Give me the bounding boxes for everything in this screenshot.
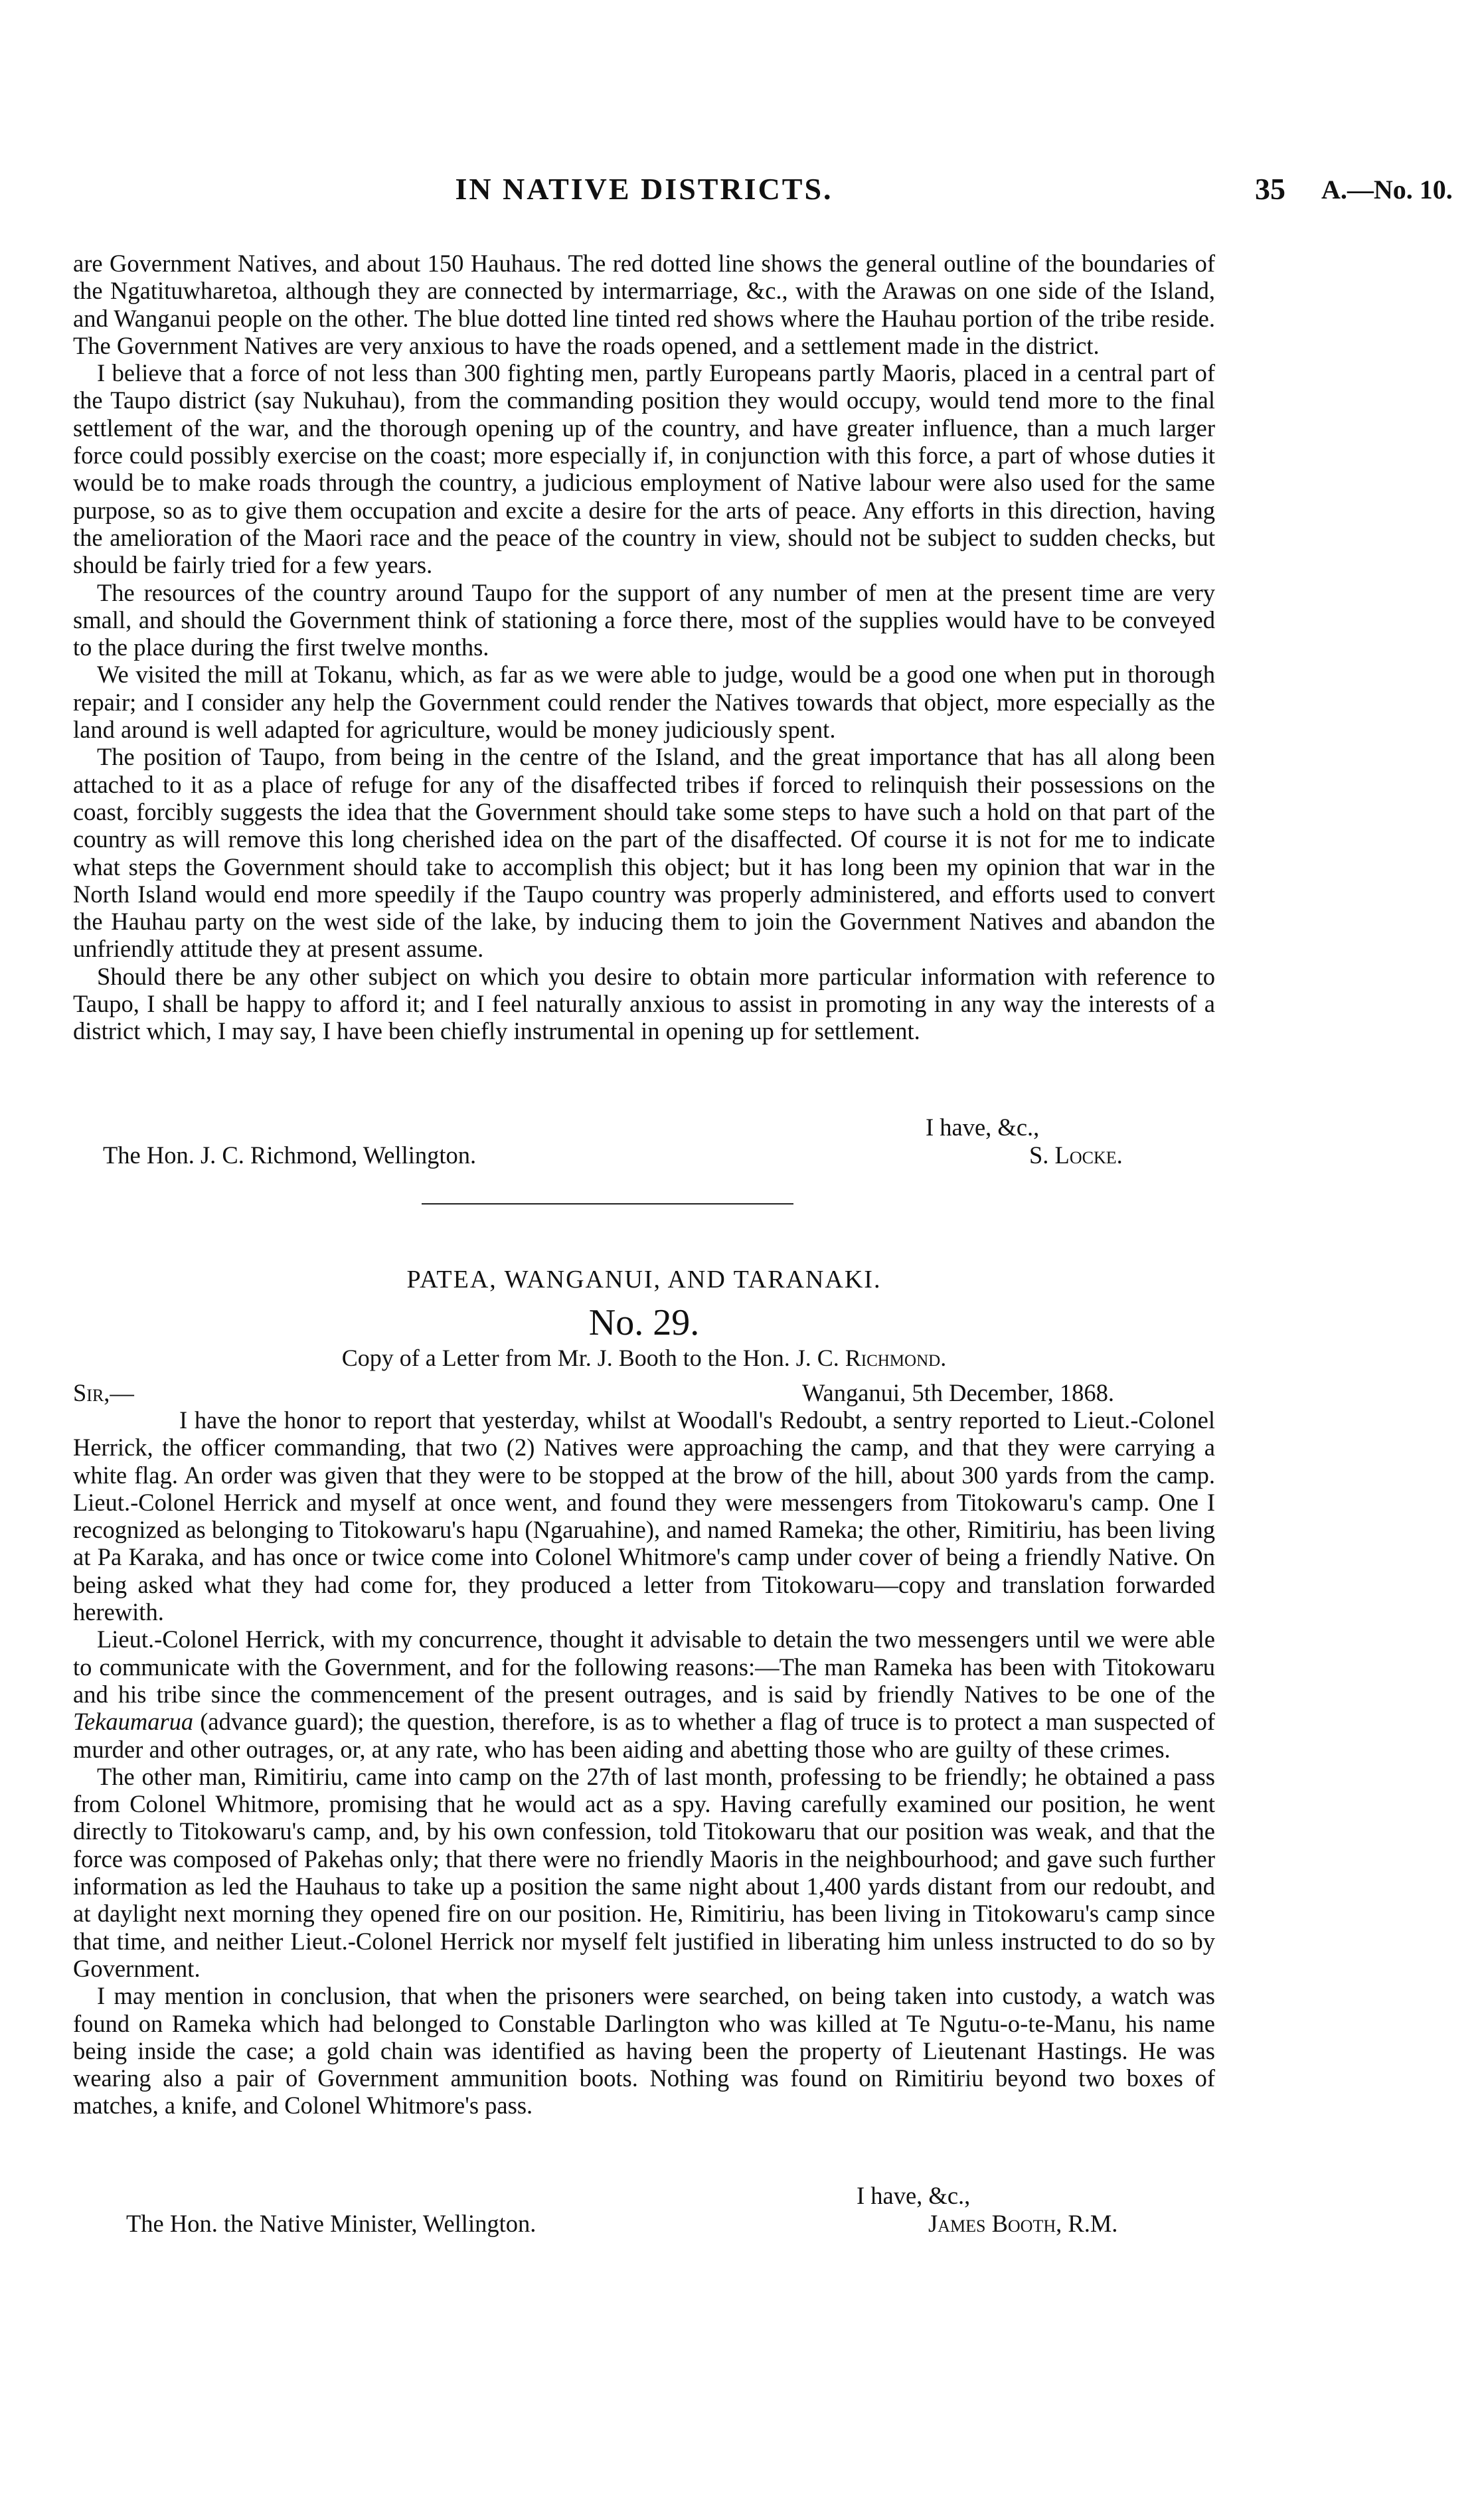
document-reference: A.—No. 10.: [1321, 175, 1453, 205]
paragraph: I have the honor to report that yesterday, whilst at Woodall's Redoubt, a sentry reported to Lieut.-Colonel Herrick, the officer commanding, that two (2) Natives were approaching the camp, and that they were carrying a white flag. An order was given that they were to be stopped at the brow of the hill, about 300 yards from the camp. Lieut.-Colonel Herrick and myself at once went, and found they were messengers from Titokowaru's camp. One I recognized as belonging to Titokowaru's hapu (Ngaruahine), and named Rameka; the other, Rimitiriu, has been living at Pa Karaka, and has once or twice come into Colonel Whitmore's camp under cover of being a friendly Native. On being asked what they had come for, they produced a letter from Titokowaru—copy and translation forwarded herewith.: [73, 1406, 1215, 1626]
paragraph: The position of Taupo, from being in the centre of the Island, and the great importance that has all along been attached to it as a place of refuge for any of the disaffected tribes if forced to relinquish their possessions on the coast, forcibly suggests the idea that the Government should take some steps to have such a hold on that part of the country as will remove this long cherished idea on the part of the disaffected. Of course it is not for me to indicate what steps the Government should take to accomplish this object; but it has long been my opinion that war in the North Island would end more speedily if the Taupo country was properly administered, and efforts used to convert the Hauhau party on the west side of the lake, by inducing them to join the Government Natives and abandon the unfriendly attitude they at present assume.: [73, 743, 1215, 963]
page-number: 35: [1255, 172, 1285, 206]
paragraph: are Government Natives, and about 150 Hauhaus. The red dotted line shows the general outline of the boundaries of the Ngatituwharetoa, although they are connected by intermarriage, &c., with the Arawas on one side of the Island, and Wanganui people on the other. The blue dotted line tinted red shows where the Hauhau portion of the tribe reside. The Government Natives are very anxious to have the roads opened, and a settlement made in the district.: [73, 250, 1215, 359]
closing-formula: I have, &c.,: [857, 2182, 971, 2209]
document-number: No. 29.: [588, 1302, 700, 1343]
paragraph: Should there be any other subject on which you desire to obtain more particular information with reference to Taupo, I shall be happy to afford it; and I feel naturally anxious to assist in promoting in any way the interests of a district which, I may say, I have been chiefly instrumental in opening up for settlement.: [73, 962, 1215, 1045]
closing-formula: I have, &c.,: [926, 1114, 1040, 1141]
subtitle-text: Copy of a Letter from Mr. J. Booth to the Hon. J. C.: [341, 1345, 839, 1371]
section-divider: [422, 1203, 793, 1205]
paragraph-text: (advance guard); the question, therefore, is as to whether a flag of truce is to protect a man suspected of murder and other outrages, or, at any rate, who has been aiding and abetting those who are guilty of these crimes.: [73, 1708, 1216, 1763]
addressee: The Hon. the Native Minister, Wellington.: [126, 2210, 536, 2237]
addressee: The Hon. J. C. Richmond, Wellington.: [103, 1141, 477, 1169]
paragraph: We visited the mill at Tokanu, which, as far as we were able to judge, would be a good one when put in thorough repair; and I consider any help the Government could render the Natives towards that object, more especially as the land around is well adapted for agriculture, would be money judiciously spent.: [73, 661, 1215, 744]
paragraph: I may mention in conclusion, that when the prisoners were searched, on being taken into custody, a watch was found on Rameka which had belonged to Constable Darlington who was killed at Te Ngutu-o-te-Manu, his name being inside the case; a gold chain was identified as having been the property of Lieutenant Hastings. He was wearing also a pair of Government ammunition boots. Nothing was found on Rimitiriu beyond two boxes of matches, a knife, and Colonel Whitmore's pass.: [73, 1982, 1215, 2120]
salutation: Sir,—: [73, 1379, 134, 1406]
paragraph: The other man, Rimitiriu, came into camp on the 27th of last month, professing to be friendly; he obtained a pass from Colonel Whitmore, promising that he would act as a spy. Having carefully examined our position, he went directly to Titokowaru's camp, and, by his own confession, told Titokowaru that our position was weak, and that the force was composed of Pakehas only; that there were no friendly Maoris in the neighbourhood; and gave such further information as led the Hauhaus to take up a position the same night about 1,400 yards distant from our redoubt, and at daylight next morning they opened fire on our position. He, Rimitiriu, has been living in Titokowaru's camp since that time, and neither Lieut.-Colonel Herrick nor myself felt justified in liberating him unless instructed to do so by Government.: [73, 1762, 1215, 1982]
letter-booth-body: [73, 1406, 1215, 2120]
paragraph: I believe that a force of not less than 300 fighting men, partly Europeans partly Maoris, placed in a central part of the Taupo district (say Nukuhau), from the commanding position they would occupy, would tend more to the final settlement of the war, and the thorough opening up of the country, and have greater influence, than a much larger force could possibly exercise on the coast; more especially if, in conjunction with this force, a part of whose duties it would be to make roads through the country, a judicious employment of Native labour were also used for the same purpose, so as to give them occupation and excite a desire for the arts of peace. Any efforts in this direction, having the amelioration of the Maori race and the peace of the country in view, should not be subject to sudden checks, but should be fairly tried for a few years.: [73, 359, 1215, 579]
letter-locke-body: [73, 250, 1215, 1045]
paragraph: [73, 1625, 1215, 1762]
paragraph-text: Lieut.-Colonel Herrick, with my concurrence, thought it advisable to detain the two messengers until we were able to communicate with the Government, and for the following reasons:—The man Rameka has been with Titokowaru and his tribe since the commencement of the present outrages, and is said by friendly Natives to be one of the: [73, 1625, 1215, 1708]
section-title: PATEA, WANGANUI, AND TARANAKI.: [406, 1266, 882, 1293]
dateline: Wanganui, 5th December, 1868.: [802, 1379, 1114, 1406]
paragraph: The resources of the country around Taupo for the support of any number of men at the present time are very small, and should the Government think of stationing a force there, most of the supplies would have to be conveyed to the place during the first twelve months.: [73, 578, 1215, 661]
signature: S. Locke.: [1029, 1141, 1123, 1169]
subtitle-name: Richmond.: [845, 1345, 947, 1371]
running-header: [73, 171, 1453, 211]
signature: James Booth, R.M.: [928, 2210, 1118, 2237]
maori-term: Tekaumarua: [73, 1708, 194, 1736]
document-subtitle: [73, 1344, 1215, 1372]
running-title: IN NATIVE DISTRICTS.: [455, 172, 833, 206]
